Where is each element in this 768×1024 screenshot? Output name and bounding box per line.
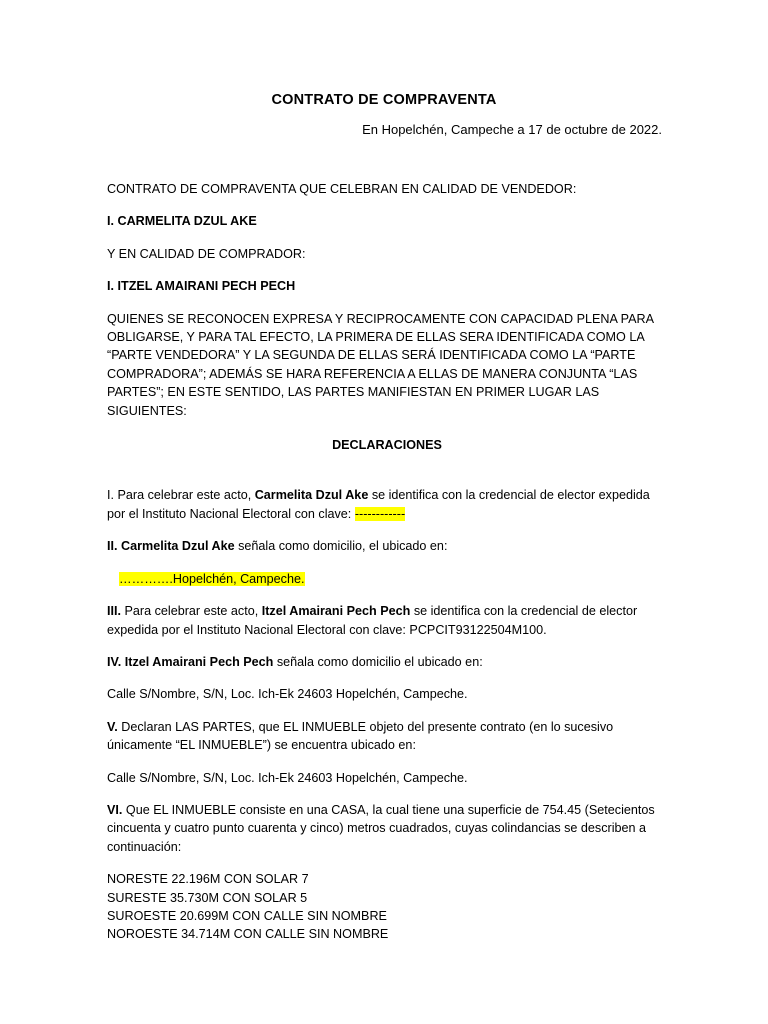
colindancia-item: NORESTE 22.196M CON SOLAR 7 [107,872,309,887]
declaration-number: II. [107,539,118,554]
party-name: Carmelita Dzul Ake [117,539,235,554]
declaration-text: Para celebrar este acto, [121,604,262,619]
declaration-5 [107,718,667,755]
buyer-address: Calle S/Nombre, S/N, Loc. Ich-Ek 24603 Hopelchén, Campeche. [107,687,468,702]
document-title: CONTRATO DE COMPRAVENTA [271,92,497,108]
property-address: Calle S/Nombre, S/N, Loc. Ich-Ek 24603 Hopelchén, Campeche. [107,770,468,785]
declaration-number: VI. [107,802,123,817]
seller-address [107,570,667,588]
colindancias-list [107,870,667,944]
elector-key-placeholder: ------------ [354,506,406,521]
seller-address-text: ………….Hopelchén, Campeche. [119,571,305,586]
declaration-text: se identifica con la credencial de elector expedida por el Instituto Nacional Electoral con clave: PCPCIT93122504M100. [107,604,638,637]
recognition-paragraph: QUIENES SE RECONOCEN EXPRESA Y RECIPROCAMENTE CON CAPACIDAD PLENA PARA OBLIGARSE, Y PARA TAL EFECTO, LA PRIMERA DE ELLAS SERA IDENTIFICADA COMO LA “PARTE VENDEDORA” Y LA SEGUNDA DE ELLAS SERÁ IDENTIFICADA COMO LA “PARTE COMPRADORA”; ADEMÁS SE HARA REFERENCIA A ELLAS DE MANERA CONJUNTA “LAS PARTES”; EN ESTE SENTIDO, LAS PARTES MANIFIESTAN EN PRIMER LUGAR LAS SIGUIENTES: [107,311,654,418]
party-name: Itzel Amairani Pech Pech [121,654,274,669]
dateline: En Hopelchén, Campeche a 17 de octubre de 2022. [362,122,662,137]
colindancia-item: SURESTE 35.730M CON SOLAR 5 [107,890,308,905]
declaration-4 [107,653,667,671]
document-body [107,180,667,944]
colindancia-item: NOROESTE 34.714M CON CALLE SIN NOMBRE [107,927,389,942]
declaration-text: señala como domicilio el ubicado en: [273,654,483,669]
seller-name: I. CARMELITA DZUL AKE [107,214,257,229]
declaration-text: Declaran LAS PARTES, que EL INMUEBLE objeto del presente contrato (en lo sucesivo únicamente “EL INMUEBLE”) se encuentra ubicado en: [107,719,614,753]
buyer-name: I. ITZEL AMAIRANI PECH PECH [107,279,296,294]
declaration-3 [107,602,667,639]
buyer-line: Y EN CALIDAD DE COMPRADOR: [107,246,306,261]
declaration-text: Que EL INMUEBLE consiste en una CASA, la cual tiene una superficie de 754.45 (Setecientos cincuenta y cuatro punto cuarenta y cinco) metros cuadrados, cuyas colindancias se describen a continuación: [107,802,655,854]
party-name: Carmelita Dzul Ake [254,488,369,503]
declaration-number: V. [107,719,118,734]
declaration-text: señala como domicilio, el ubicado en: [234,539,448,554]
declaration-1 [107,486,667,523]
declaration-text: se identifica con la credencial de elector expedida por el Instituto Nacional Electoral con clave: [107,488,650,521]
declaration-6 [107,801,667,856]
declaration-number: IV. [107,654,122,669]
declaraciones-heading: DECLARACIONES [332,438,442,453]
declaration-text: Para celebrar este acto, [114,488,255,503]
intro-line: CONTRATO DE COMPRAVENTA QUE CELEBRAN EN CALIDAD DE VENDEDOR: [107,182,577,196]
party-name: Itzel Amairani Pech Pech [261,604,411,619]
declaration-number: III. [107,604,121,619]
declaration-number: I. [107,488,114,503]
declaration-2 [107,537,667,555]
colindancia-item: SUROESTE 20.699M CON CALLE SIN NOMBRE [107,908,387,923]
